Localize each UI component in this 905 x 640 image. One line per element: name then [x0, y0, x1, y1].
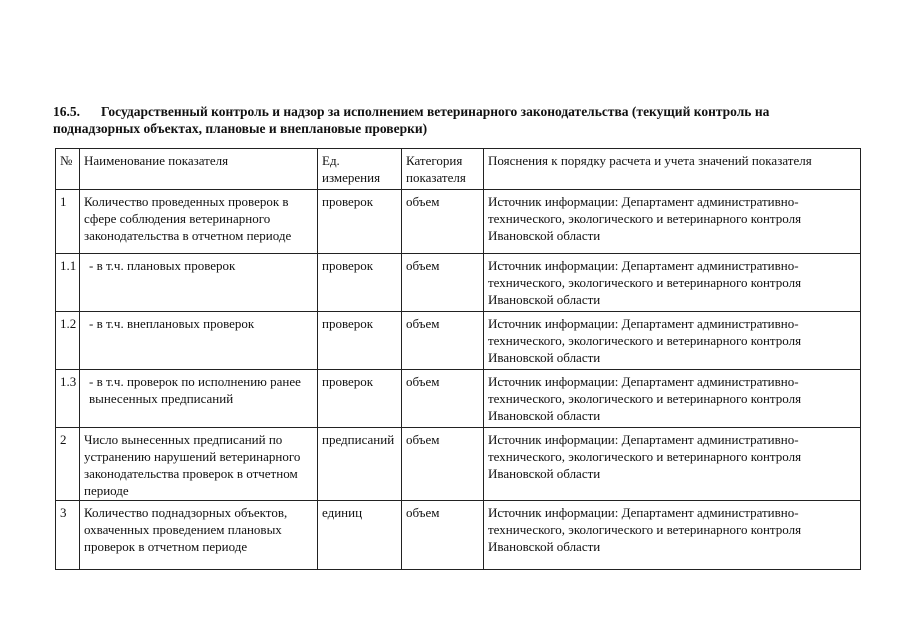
table-row: [56, 370, 861, 428]
row-notes: Источник информации: Департамент административно-технического, экологического и ветеринарного контроля Ивановской области: [484, 312, 861, 370]
row-num: 3: [56, 501, 80, 570]
row-notes: Источник информации: Департамент административно-технического, экологического и ветеринарного контроля Ивановской области: [484, 190, 861, 254]
section-title: Государственный контроль и надзор за исполнением ветеринарного законодательства (текущий контроль на поднадзорных объектах, плановые и внеплановые проверки): [53, 104, 770, 136]
row-notes: Источник информации: Департамент административно-технического, экологического и ветеринарного контроля Ивановской области: [484, 370, 861, 428]
section-heading: [53, 103, 853, 137]
header-category: Категория показателя: [402, 149, 484, 190]
indicators-table: [55, 148, 861, 570]
table-header-row: [56, 149, 861, 190]
row-category: объем: [402, 370, 484, 428]
table-row: [56, 428, 861, 501]
table-row: [56, 190, 861, 254]
header-num: №: [56, 149, 80, 190]
row-num: 1.3: [56, 370, 80, 428]
row-category: объем: [402, 190, 484, 254]
row-category: объем: [402, 312, 484, 370]
row-num: 1: [56, 190, 80, 254]
row-name: - в т.ч. плановых проверок: [80, 254, 318, 312]
table-row: [56, 501, 861, 570]
row-notes: Источник информации: Департамент административно-технического, экологического и ветеринарного контроля Ивановской области: [484, 428, 861, 501]
header-name: Наименование показателя: [80, 149, 318, 190]
row-category: объем: [402, 254, 484, 312]
row-category: объем: [402, 501, 484, 570]
row-num: 1.1: [56, 254, 80, 312]
row-unit: предписаний: [318, 428, 402, 501]
table-row: [56, 312, 861, 370]
row-name: - в т.ч. проверок по исполнению ранее вынесенных предписаний: [80, 370, 318, 428]
row-notes: Источник информации: Департамент административно-технического, экологического и ветеринарного контроля Ивановской области: [484, 501, 861, 570]
row-name: Количество проведенных проверок в сфере соблюдения ветеринарного законодательства в отчетном периоде: [80, 190, 318, 254]
header-notes: Пояснения к порядку расчета и учета значений показателя: [484, 149, 861, 190]
row-unit: проверок: [318, 254, 402, 312]
row-category: объем: [402, 428, 484, 501]
row-unit: проверок: [318, 370, 402, 428]
row-unit: проверок: [318, 312, 402, 370]
row-name: Число вынесенных предписаний по устранению нарушений ветеринарного законодательства проверок в отчетном периоде: [80, 428, 318, 501]
row-num: 2: [56, 428, 80, 501]
table-row: [56, 254, 861, 312]
row-unit: единиц: [318, 501, 402, 570]
header-unit: Ед. измерения: [318, 149, 402, 190]
section-number: 16.5.: [53, 104, 80, 119]
row-name: - в т.ч. внеплановых проверок: [80, 312, 318, 370]
row-num: 1.2: [56, 312, 80, 370]
row-unit: проверок: [318, 190, 402, 254]
row-notes: Источник информации: Департамент административно-технического, экологического и ветеринарного контроля Ивановской области: [484, 254, 861, 312]
row-name: Количество поднадзорных объектов, охваченных проведением плановых проверок в отчетном периоде: [80, 501, 318, 570]
